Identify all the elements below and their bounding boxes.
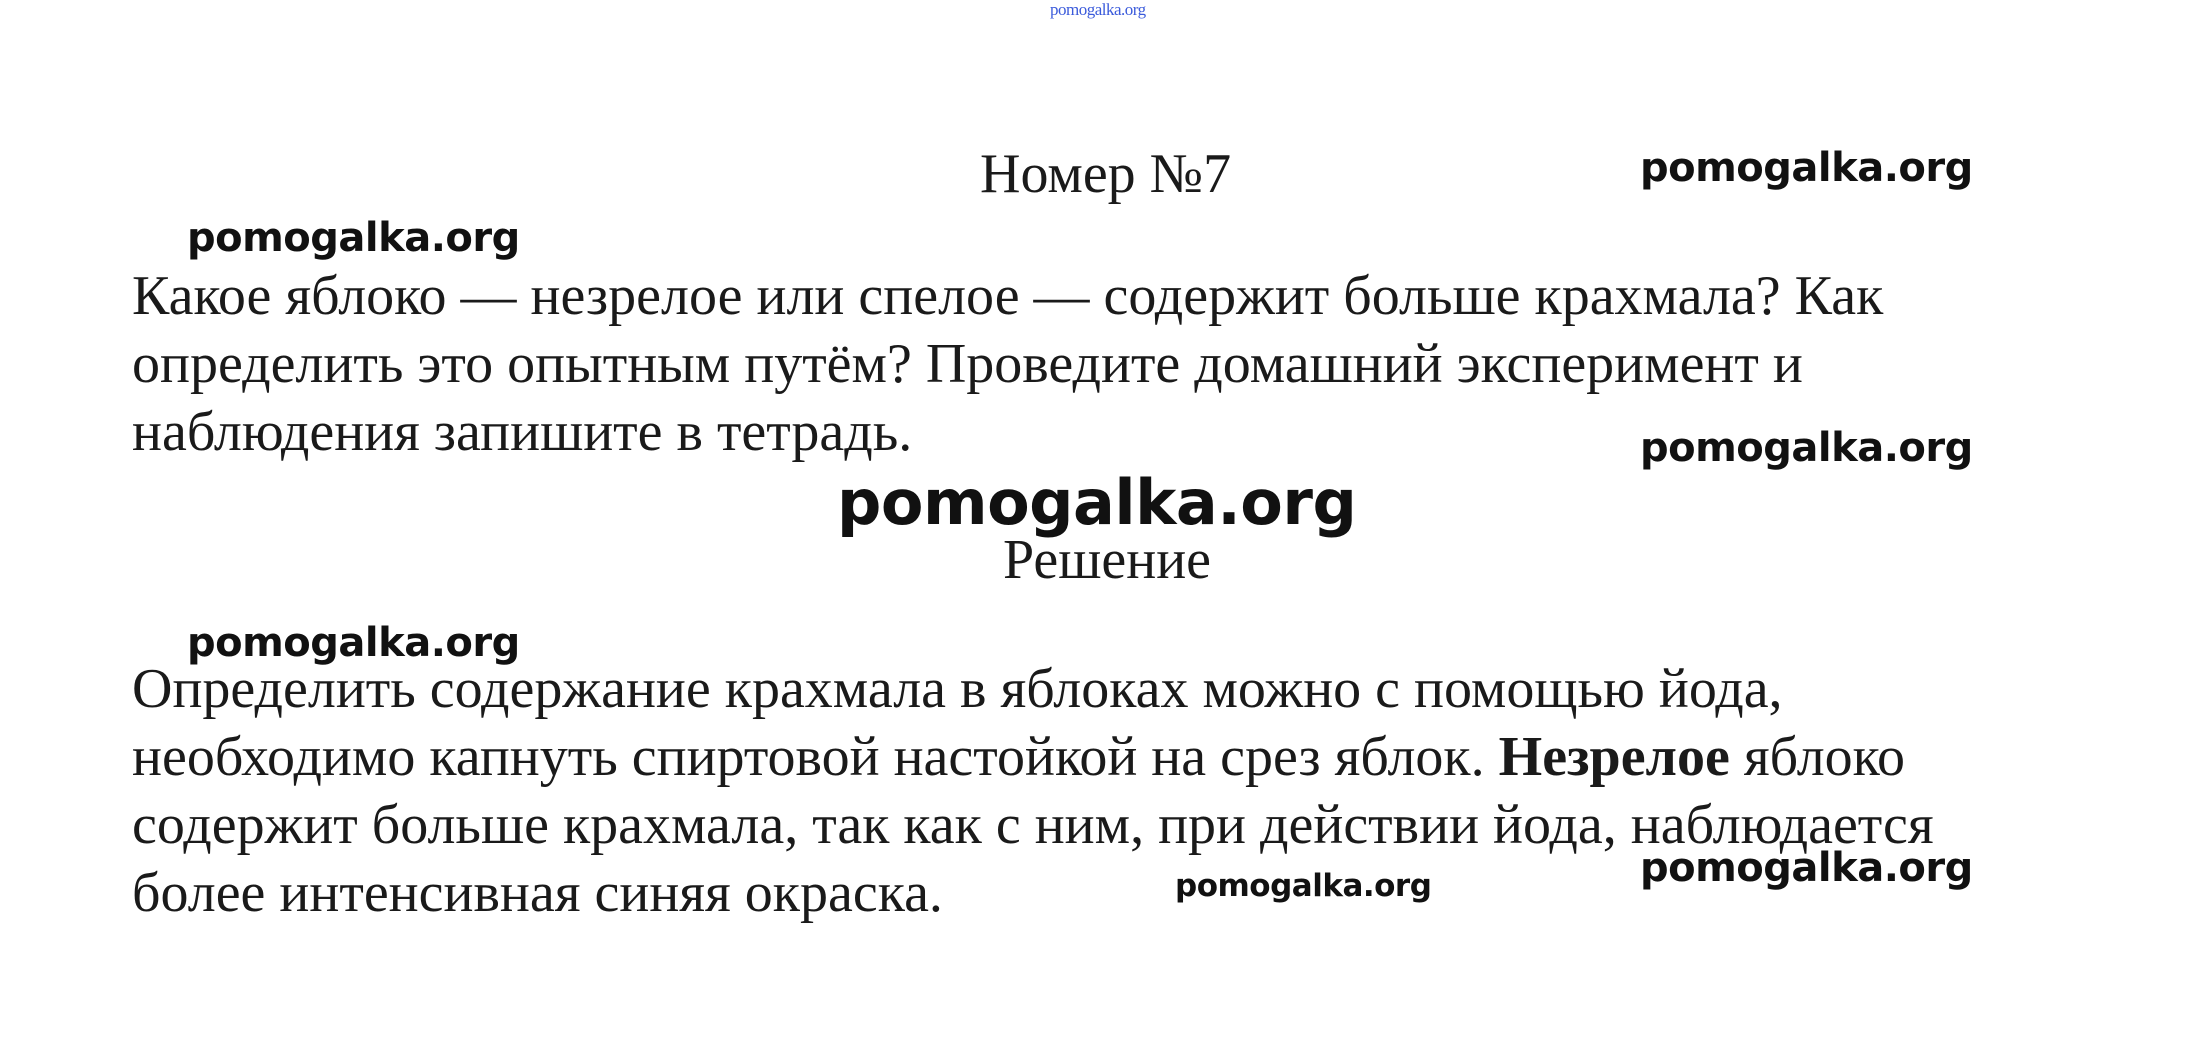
solution-line: содержит больше крахмала, так как с ним, при действии йода, наблюдается xyxy=(132,794,1934,856)
watermark: pomogalka.org xyxy=(1640,845,1973,891)
solution-line-part: яблоко xyxy=(1729,726,1906,788)
task-title: Номер №7 xyxy=(980,143,1232,205)
question-line: Какое яблоко — незрелое или спелое — содержит больше крахмала? Как xyxy=(132,265,1884,327)
watermark: pomogalka.org xyxy=(187,215,520,261)
solution-emphasis: Незрелое xyxy=(1498,726,1730,788)
solution-line-part: необходимо капнуть спиртовой настойкой на срез яблок. xyxy=(132,726,1499,788)
solution-line: более интенсивная синяя окраска. xyxy=(132,862,943,924)
solution-heading: Решение xyxy=(1003,529,1212,591)
watermark-large: pomogalka.org xyxy=(837,466,1357,539)
question-line: определить это опытным путём? Проведите домашний эксперимент и xyxy=(132,333,1803,395)
solution-line: Определить содержание крахмала в яблоках можно с помощью йода, xyxy=(132,658,1783,720)
watermark: pomogalka.org xyxy=(1640,145,1973,191)
watermark: pomogalka.org xyxy=(187,620,520,666)
watermark-top: pomogalka.org xyxy=(1050,0,1146,19)
question-line: наблюдения запишите в тетрадь. xyxy=(132,401,913,463)
watermark-small: pomogalka.org xyxy=(1175,868,1432,904)
watermark: pomogalka.org xyxy=(1640,425,1973,471)
